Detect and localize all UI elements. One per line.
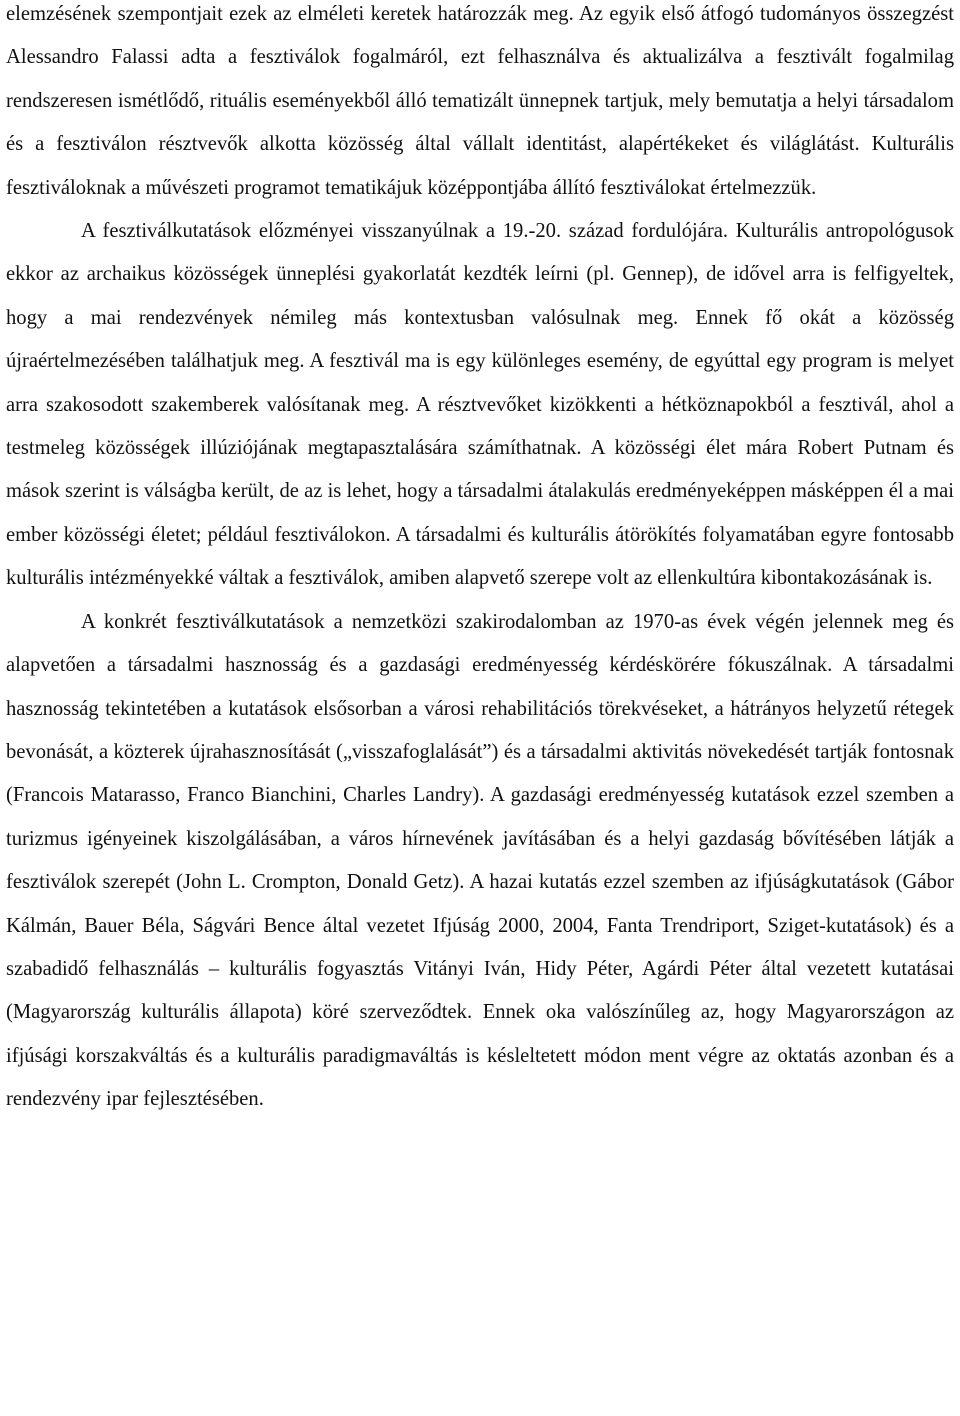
sentence: A gazdasági eredményesség kutatások ezzel szemben a turizmus igényeinek kiszolgálásában, a város hírnevének javításában és a helyi gazdaság bővítésében látják a fesztiválok szerepét (John L. Crompton, Donald Getz). xyxy=(6,784,954,894)
sentence: Ennek oka valószínűleg az, hogy Magyarországon az ifjúsági korszakváltás és a kulturális paradigmaváltás is késleltetett módon ment végre az oktatás azonban és a rendezvény ipar fejlesztésében. xyxy=(6,1001,954,1111)
sentence: Kulturális fesztiváloknak a művészeti programot tematikájuk középpontjába állító fesztiválokat értelmezzük. xyxy=(6,133,954,199)
sentence: A résztvevőket kizökkenti a hétköznapokból a fesztivál, ahol a testmeleg közösségek illúziójának megtapasztalására számíthatnak. xyxy=(6,393,954,460)
sentence: Az egyik első átfogó tudományos összegzést Alessandro Falassi adta a fesztiválok fogalmáról, ezt felhasználva és aktualizálva a fesztivált fogalmilag rendszeresen ismétlődő, rituális eseményekből álló tematizált ünnepnek tartjuk, mely bemutatja a helyi társadalom és a fesztiválon résztvevők alkotta közösség által vállalt identitást, alapértékeket és világlátást. xyxy=(6,3,954,156)
sentence: A társadalmi és kulturális átörökítés folyamatában egyre fontosabb kulturális intézményekké váltak a fesztiválok, amiben alapvető szerepe volt az ellenkultúra kibontakozásának is. xyxy=(6,523,954,590)
sentence: elemzésének szempontjait ezek az elméleti keretek határozzák meg. xyxy=(6,3,574,25)
sentence: A közösségi élet mára Robert Putnam és mások szerint is válságba került, de az is lehet, hogy a társadalmi átalakulás eredményeképpen másképpen él a mai ember közösségi életet; például fesztiválokon. xyxy=(6,437,955,546)
sentence: A hazai kutatás ezzel szemben az ifjúságkutatások (Gábor Kálmán, Bauer Béla, Ságvári Bence által vezetet Ifjúság 2000, 2004, Fanta Trendriport, Sziget-kutatások) és a szabadidő felhasználás – kulturális fogyasztás Vitányi Iván, Hidy Péter, Agárdi Péter által vezetett kutatásai (Magyarország kulturális állapota) köré szerveződtek. xyxy=(6,871,955,1024)
document-page xyxy=(6,0,954,1122)
sentence: Kulturális antropológusok ekkor az archaikus közösségek ünneplési gyakorlatát kezdték leírni (pl. Gennep), de idővel arra is felfigyeltek, hogy a mai rendezvények némileg más kontextusban valósulnak meg. xyxy=(6,220,954,329)
paragraph-theory xyxy=(6,0,954,210)
sentence: A fesztivál ma is egy különleges esemény, de egyúttal egy program is melyet arra szakosodott szakemberek valósítanak meg. xyxy=(6,350,955,416)
sentence: A társadalmi hasznosság tekintetében a kutatások elsősorban a városi rehabilitációs törekvéseket, a hátrányos helyzetű rétegek bevonását, a közterek újrahasznosítását („visszafoglalását”) és a társadalmi aktivitás növekedését tartják fontosnak (Francois Matarasso, Franco Bianchini, Charles Landry). xyxy=(6,654,954,807)
paragraph-history xyxy=(6,210,954,601)
sentence: A konkrét fesztiválkutatások a nemzetközi szakirodalomban az 1970-as évek végén jelennek meg és alapvetően a társadalmi hasznosság és a gazdasági eredményesség kérdéskörére fókuszálnak. xyxy=(6,610,954,677)
paragraph-research xyxy=(6,601,954,1122)
sentence: Ennek fő okát a közösség újraértelmezésében találhatjuk meg. xyxy=(6,306,954,373)
sentence: A fesztiválkutatások előzményei visszanyúlnak a 19.-20. század fordulójára. xyxy=(81,220,729,243)
